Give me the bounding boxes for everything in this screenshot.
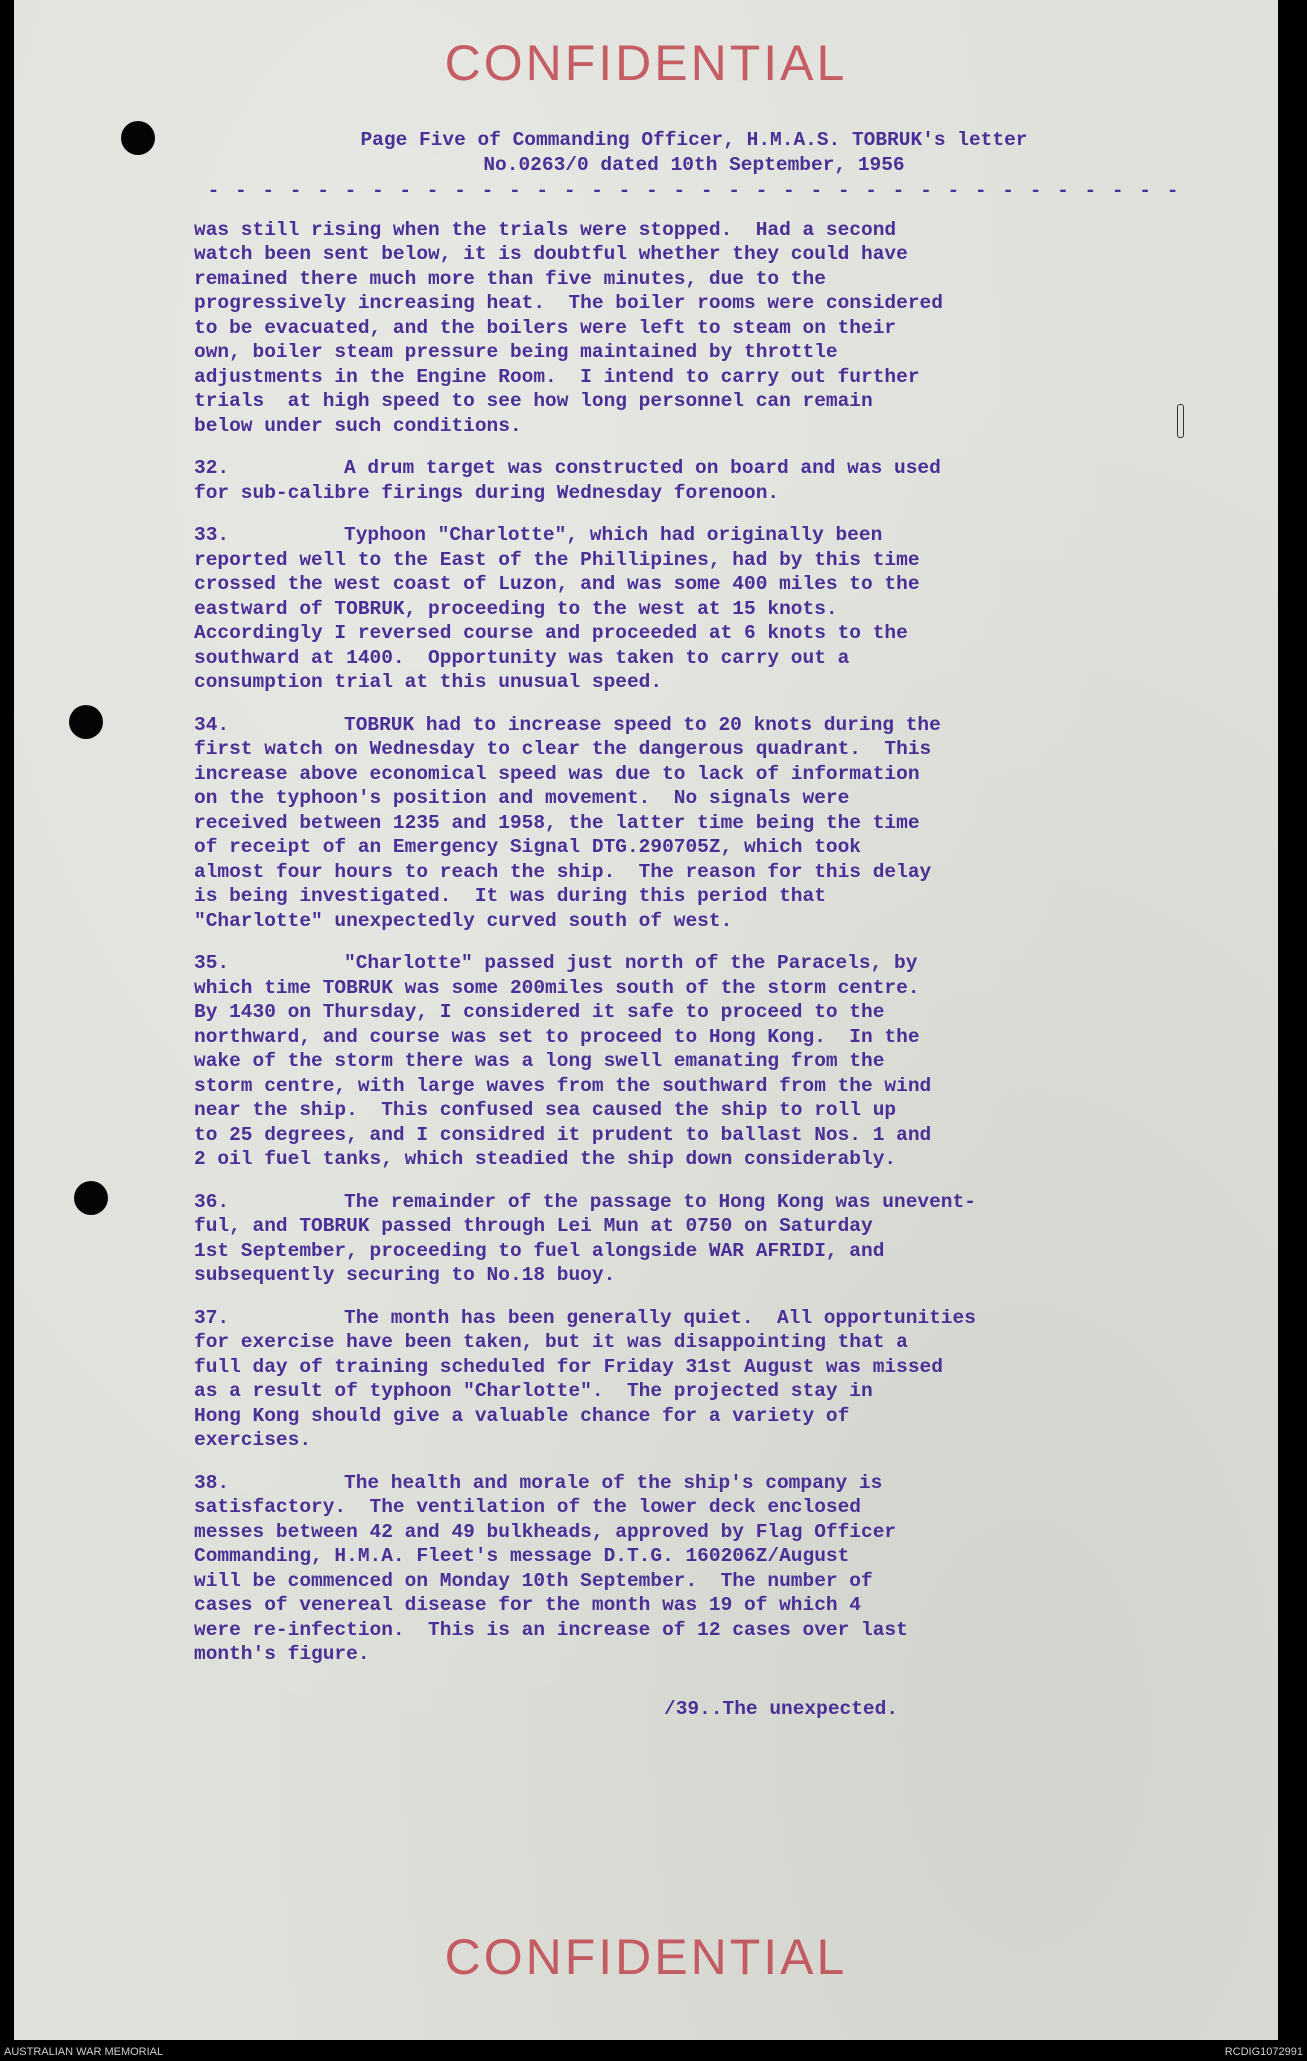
text-line: Hong Kong should give a valuable chance for a variety of: [194, 1404, 850, 1427]
text-line: storm centre, with large waves from the southward from the wind: [194, 1074, 932, 1097]
text-line: to be evacuated, and the boilers were left to steam on their: [194, 316, 897, 339]
text-line: for sub-calibre firings during Wednesday forenoon.: [194, 481, 780, 504]
confidential-stamp-top: CONFIDENTIAL: [444, 35, 848, 91]
text-line: eastward of TOBRUK, proceeding to the west at 15 knots.: [194, 597, 838, 620]
text-line: were re-infection. This is an increase of 12 cases over last: [194, 1618, 908, 1641]
text-line: 1st September, proceeding to fuel alongside WAR AFRIDI, and: [194, 1239, 885, 1262]
paragraph-number: 33.: [194, 524, 230, 546]
text-line: increase above economical speed was due to lack of information: [194, 762, 920, 785]
paragraph-36: [194, 1190, 1194, 1288]
paragraph-number: 37.: [194, 1306, 230, 1329]
paragraph-number: 35.: [194, 952, 230, 974]
paragraph-38: [194, 1471, 1194, 1667]
text-line: By 1430 on Thursday, I considered it safe to proceed to the: [194, 1001, 885, 1023]
confidential-stamp-bottom: CONFIDENTIAL: [444, 1929, 848, 1985]
letter-header-line1: Page Five of Commanding Officer, H.M.A.S. TOBRUK's letter: [360, 129, 1028, 151]
text-line: A drum target was constructed on board and was used: [344, 457, 941, 479]
punch-hole-middle: [69, 705, 103, 739]
text-line: exercises.: [194, 1429, 312, 1451]
letter-header-line2: No.0263/0 dated 10th September, 1956: [483, 153, 905, 176]
text-line: The month has been generally quiet. All opportunities: [344, 1306, 976, 1329]
text-line: TOBRUK had to increase speed to 20 knots during the: [344, 713, 941, 736]
text-line: "Charlotte" unexpectedly curved south of west.: [194, 909, 733, 932]
text-line: cases of venereal disease for the month was 19 of which 4: [194, 1594, 862, 1616]
text-line: Accordingly I reversed course and proceeded at 6 knots to the: [194, 622, 908, 644]
text-line: as a result of typhoon "Charlotte". The projected stay in: [194, 1380, 873, 1402]
text-line: subsequently securing to No.18 buoy.: [194, 1264, 616, 1286]
continuation-note: /39..The unexpected.: [664, 1697, 899, 1720]
paragraph-34: [194, 713, 1194, 934]
paragraph-31-continued: [194, 218, 1194, 439]
text-line: which time TOBRUK was some 200miles south of the storm centre.: [194, 976, 920, 999]
text-line: first watch on Wednesday to clear the dangerous quadrant. This: [194, 738, 932, 760]
text-line: northward, and course was set to proceed to Hong Kong. In the: [194, 1025, 920, 1048]
text-line: reported well to the East of the Phillipines, had by this time: [194, 548, 920, 571]
text-line: "Charlotte" passed just north of the Paracels, by: [344, 952, 918, 974]
archive-id: RCDIG1072991: [1224, 2046, 1303, 2058]
punch-hole-top: [121, 121, 155, 155]
punch-hole-bottom: [74, 1181, 108, 1215]
text-line: own, boiler steam pressure being maintained by throttle: [194, 341, 838, 363]
text-line: ful, and TOBRUK passed through Lei Mun at 0750 on Saturday: [194, 1215, 873, 1237]
text-line: The health and morale of the ship's company is: [344, 1471, 883, 1494]
letter-body: [194, 128, 1194, 1721]
text-line: month's figure.: [194, 1643, 370, 1665]
paragraph-33: [194, 523, 1194, 695]
text-line: The remainder of the passage to Hong Kong was unevent-: [344, 1190, 976, 1213]
text-line: for exercise have been taken, but it was disappointing that a: [194, 1331, 908, 1353]
text-line: Commanding, H.M.A. Fleet's message D.T.G. 160206Z/August: [194, 1545, 850, 1567]
text-line: on the typhoon's position and movement. No signals were: [194, 787, 850, 809]
text-line: is being investigated. It was during this period that: [194, 885, 826, 907]
text-line: received between 1235 and 1958, the latter time being the time: [194, 811, 920, 834]
text-line: consumption trial at this unusual speed.: [194, 671, 663, 693]
text-line: almost four hours to reach the ship. The reason for this delay: [194, 860, 932, 883]
letter-page: [14, 0, 1278, 2040]
text-line: will be commenced on Monday 10th September. The number of: [194, 1569, 873, 1592]
text-line: below under such conditions.: [194, 414, 522, 437]
text-line: trials at high speed to see how long personnel can remain: [194, 390, 873, 412]
text-line: Typhoon "Charlotte", which had originally been: [344, 524, 883, 546]
text-line: remained there much more than five minutes, due to the: [194, 267, 826, 290]
archive-credit: AUSTRALIAN WAR MEMORIAL: [4, 2046, 164, 2058]
text-line: southward at 1400. Opportunity was taken to carry out a: [194, 646, 850, 669]
text-line: progressively increasing heat. The boiler rooms were considered: [194, 292, 943, 314]
paragraph-number: 38.: [194, 1471, 230, 1494]
text-line: watch been sent below, it is doubtful whether they could have: [194, 243, 908, 265]
text-line: 2 oil fuel tanks, which steadied the ship down considerably.: [194, 1148, 897, 1170]
archive-footer: [0, 2044, 1307, 2061]
paragraph-37: [194, 1306, 1194, 1453]
text-line: adjustments in the Engine Room. I intend to carry out further: [194, 365, 920, 388]
text-line: of receipt of an Emergency Signal DTG.290705Z, which took: [194, 836, 862, 858]
paragraph-number: 32.: [194, 457, 230, 479]
text-line: full day of training scheduled for Friday 31st August was missed: [194, 1355, 943, 1378]
text-line: satisfactory. The ventilation of the lower deck enclosed: [194, 1496, 862, 1518]
text-line: wake of the storm there was a long swell emanating from the: [194, 1050, 885, 1072]
paragraph-number: 36.: [194, 1190, 230, 1213]
paragraph-32: [194, 456, 1194, 505]
text-line: near the ship. This confused sea caused the ship to roll up: [194, 1099, 897, 1121]
text-line: to 25 degrees, and I considred it prudent to ballast Nos. 1 and: [194, 1123, 932, 1146]
text-line: was still rising when the trials were stopped. Had a second: [194, 218, 897, 241]
text-line: messes between 42 and 49 bulkheads, approved by Flag Officer: [194, 1520, 897, 1543]
paragraph-number: 34.: [194, 713, 230, 736]
text-line: crossed the west coast of Luzon, and was some 400 miles to the: [194, 573, 920, 595]
header-dashed-rule: - - - - - - - - - - - - - - - - - - - - - - - - - - - - - - - - - - - -: [207, 180, 1181, 202]
paragraph-35: [194, 951, 1194, 1172]
